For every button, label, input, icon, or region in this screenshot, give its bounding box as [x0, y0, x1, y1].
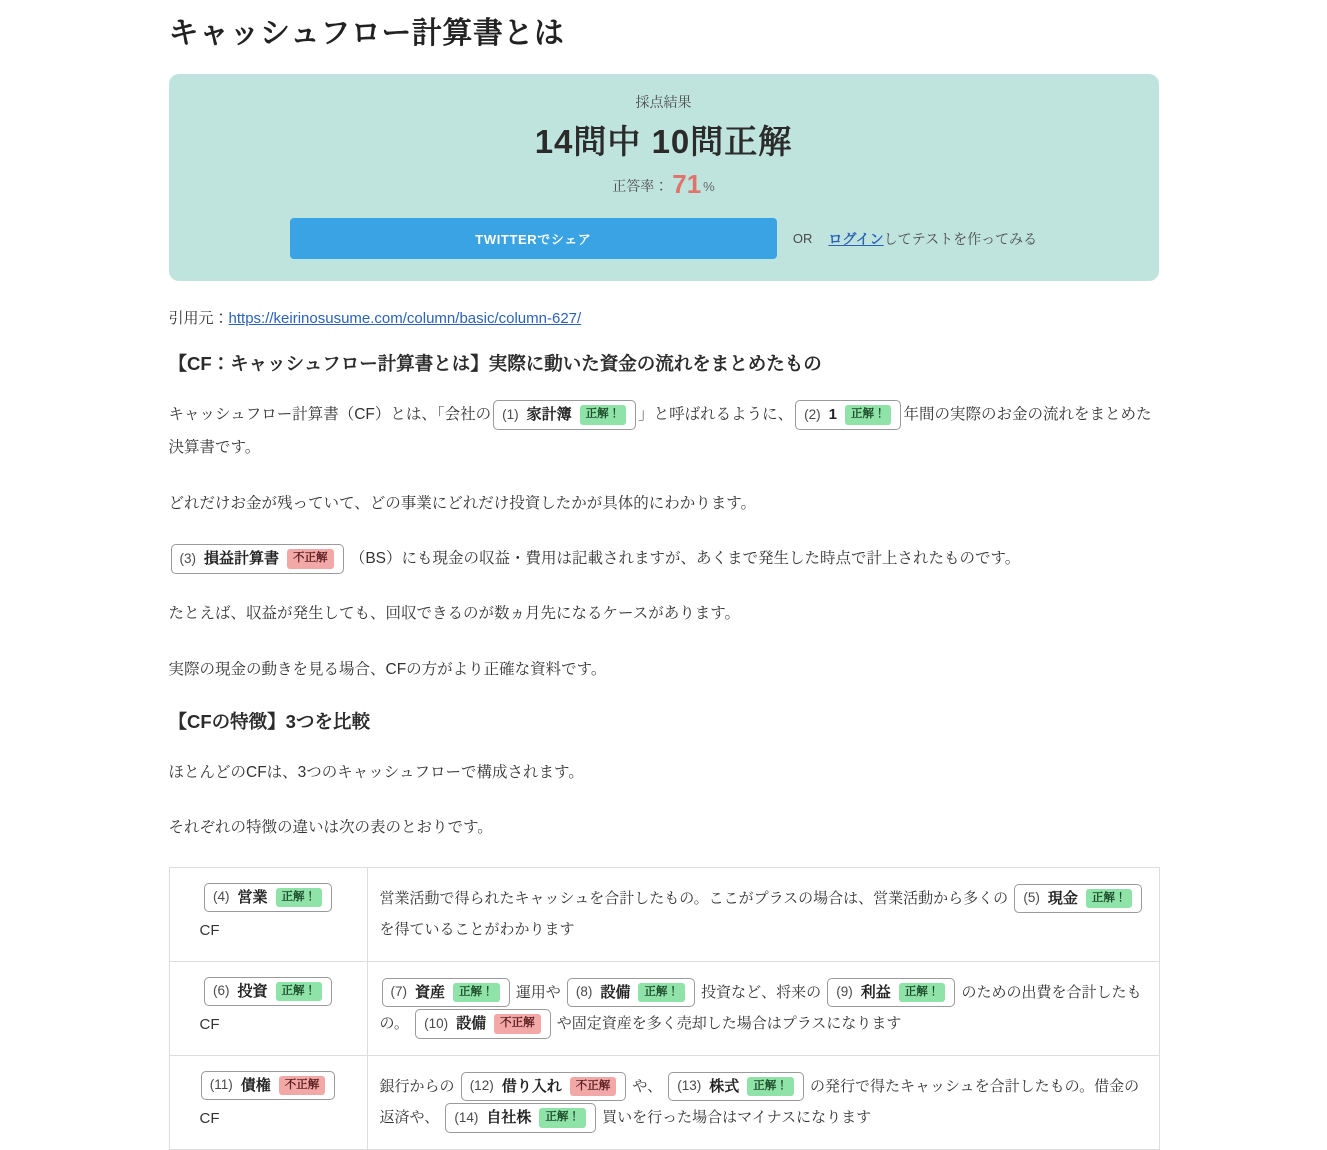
- score-label: 採点結果: [635, 94, 692, 110]
- paragraph-1-part-a: キャッシュフロー計算書（CF）とは、「会社の: [168, 406, 492, 423]
- paragraph-6: ほとんどのCFは、3つのキャッシュフローで構成されます。: [168, 763, 584, 781]
- paragraph-2: どれだけお金が残っていて、どの事業にどれだけ投資したかが具体的にわかります。: [168, 494, 756, 512]
- paragraph-4: たとえば、収益が発生しても、回収できるのが数ヵ月先になるケースがあります。: [168, 605, 740, 623]
- blank-4-verdict: 正解！: [276, 888, 323, 908]
- blank-7-number: (7): [390, 984, 407, 1000]
- blank-13-answer: 株式: [709, 1077, 740, 1095]
- blank-1-answer: 家計簿: [526, 405, 572, 423]
- desc-3-part-c: の発行で得たキャッシュを合計したもの。借金の返済や、: [379, 1077, 1140, 1126]
- blank-12-number: (12): [469, 1078, 494, 1094]
- blank-7[interactable]: [382, 978, 510, 1008]
- blank-12-verdict: 不正解: [570, 1077, 617, 1097]
- blank-3-answer: 損益計算書: [204, 549, 280, 567]
- blank-12[interactable]: [461, 1072, 627, 1102]
- blank-14-verdict: 正解！: [539, 1108, 586, 1128]
- score-card: [169, 74, 1159, 281]
- cf-suffix-1: CF: [199, 922, 220, 939]
- table-cell-name-2: [169, 961, 367, 1055]
- paragraph-7: それぞれの特徴の違いは次の表のとおりです。: [168, 819, 493, 837]
- paragraph-3-part-b: （BS）にも現金の収益・費用は記載されますが、あくまで発生した時点で計上されたものです。: [349, 549, 1021, 567]
- score-rate-unit: %: [703, 179, 715, 194]
- paragraph-1-part-b: 」と呼ばれるように、: [638, 406, 794, 423]
- desc-1-part-b: を得ていることがわかります: [379, 921, 575, 938]
- section-heading-1: 【CF：キャッシュフロー計算書とは】実際に動いた資金の流れをまとめたもの: [168, 353, 822, 374]
- paragraph-1-part-c: 年間の実際のお金の流れをまとめた決算書です。: [168, 406, 1152, 457]
- twitter-share-button[interactable]: TWITTERでシェア: [290, 218, 777, 259]
- desc-2-part-c: のための出費を合計したもの。: [379, 983, 1142, 1032]
- paragraph-5: 実際の現金の動きを見る場合、CFの方がより正確な資料です。: [168, 660, 607, 678]
- blank-6-answer: 投資: [237, 982, 268, 1000]
- desc-3-part-a: 銀行からの: [379, 1077, 455, 1095]
- cf-comparison-table: [169, 867, 1160, 1150]
- desc-3-part-b: や、: [632, 1077, 663, 1095]
- blank-11-number: (11): [209, 1077, 233, 1093]
- source-line: [169, 307, 1159, 328]
- blank-13-verdict: 正解！: [747, 1077, 794, 1097]
- blank-7-answer: 資産: [415, 983, 446, 1001]
- blank-5-number: (5): [1023, 890, 1040, 906]
- blank-6[interactable]: [204, 977, 332, 1007]
- page-title: キャッシュフロー計算書とは: [168, 17, 565, 50]
- blank-2-number: (2): [804, 406, 821, 422]
- blank-8[interactable]: [567, 978, 695, 1008]
- blank-13-number: (13): [677, 1078, 702, 1094]
- blank-1-verdict: 正解！: [580, 405, 627, 425]
- paragraph-1: [169, 398, 1159, 465]
- login-tail-text: してテストを作ってみる: [883, 230, 1038, 247]
- blank-11-answer: 債権: [240, 1076, 271, 1094]
- paragraph-3: [169, 542, 1159, 575]
- blank-2-answer: 1: [828, 405, 837, 423]
- blank-10-verdict: 不正解: [494, 1014, 541, 1034]
- blank-5-answer: 現金: [1047, 889, 1078, 907]
- blank-2[interactable]: [795, 400, 901, 430]
- blank-6-number: (6): [212, 983, 230, 999]
- desc-3-part-d: 買いを行った場合はマイナスになります: [602, 1109, 872, 1126]
- content-column: [169, 0, 1159, 1150]
- login-link[interactable]: ログイン: [828, 230, 884, 247]
- score-rate-line: [193, 169, 1135, 200]
- blank-8-number: (8): [575, 984, 593, 1000]
- score-result: 14問中 10問正解: [534, 123, 793, 160]
- table-row: [169, 961, 1159, 1055]
- blank-14-number: (14): [454, 1109, 479, 1125]
- blank-4-answer: 営業: [237, 888, 268, 906]
- score-rate-value: 71: [672, 169, 702, 199]
- blank-4-number: (4): [212, 889, 230, 905]
- score-rate-prefix: 正答率：: [612, 178, 669, 194]
- cf-suffix-2: CF: [199, 1016, 220, 1033]
- blank-9[interactable]: [827, 978, 955, 1008]
- blank-1-number: (1): [502, 406, 519, 422]
- desc-2-part-b: 投資など、将来の: [701, 983, 822, 1001]
- source-url-link[interactable]: https://keirinosusume.com/column/basic/column-627/: [228, 310, 582, 327]
- desc-2-part-d: や固定資産を多く売却した場合はプラスになります: [556, 1015, 902, 1032]
- blank-14-answer: 自社株: [486, 1109, 532, 1127]
- desc-2-part-a: 運用や: [515, 983, 561, 1001]
- table-cell-desc-3: [367, 1055, 1159, 1149]
- blank-13[interactable]: [668, 1072, 804, 1102]
- desc-1-part-a: 営業活動で得られたキャッシュを合計したもの。ここがプラスの場合は、営業活動から多くの: [379, 889, 1009, 907]
- blank-14[interactable]: [445, 1103, 596, 1133]
- blank-4[interactable]: [204, 883, 332, 913]
- blank-8-verdict: 正解！: [638, 983, 685, 1003]
- section-heading-2: 【CFの特徴】3つを比較: [168, 710, 370, 732]
- blank-3-number: (3): [179, 550, 196, 566]
- blank-8-answer: 設備: [600, 983, 631, 1001]
- blank-7-verdict: 正解！: [453, 983, 500, 1003]
- cf-suffix-3: CF: [199, 1110, 220, 1127]
- login-prompt: [828, 229, 1037, 249]
- blank-10-answer: 設備: [456, 1015, 487, 1033]
- blank-3-verdict: 不正解: [287, 549, 334, 569]
- table-row: [169, 867, 1159, 961]
- blank-11[interactable]: [201, 1071, 336, 1101]
- blank-6-verdict: 正解！: [276, 982, 323, 1002]
- blank-10[interactable]: [415, 1009, 551, 1039]
- blank-5[interactable]: [1014, 884, 1142, 914]
- table-cell-name-1: [169, 867, 367, 961]
- table-cell-name-3: [169, 1055, 367, 1149]
- blank-9-number: (9): [836, 984, 853, 1000]
- blank-9-answer: 利益: [860, 983, 891, 1001]
- blank-2-verdict: 正解！: [845, 405, 892, 425]
- source-prefix: 引用元：: [168, 310, 229, 327]
- blank-12-answer: 借り入れ: [501, 1077, 562, 1095]
- blank-10-number: (10): [424, 1015, 449, 1031]
- blank-5-verdict: 正解！: [1086, 889, 1133, 909]
- table-cell-desc-2: [367, 961, 1159, 1055]
- table-cell-desc-1: [367, 867, 1159, 961]
- share-row: [193, 218, 1135, 259]
- blank-1[interactable]: [493, 400, 636, 430]
- blank-11-verdict: 不正解: [279, 1076, 326, 1096]
- blank-3[interactable]: [171, 544, 344, 574]
- blank-9-verdict: 正解！: [899, 983, 946, 1003]
- table-row: [169, 1055, 1159, 1149]
- or-separator: OR: [792, 231, 813, 246]
